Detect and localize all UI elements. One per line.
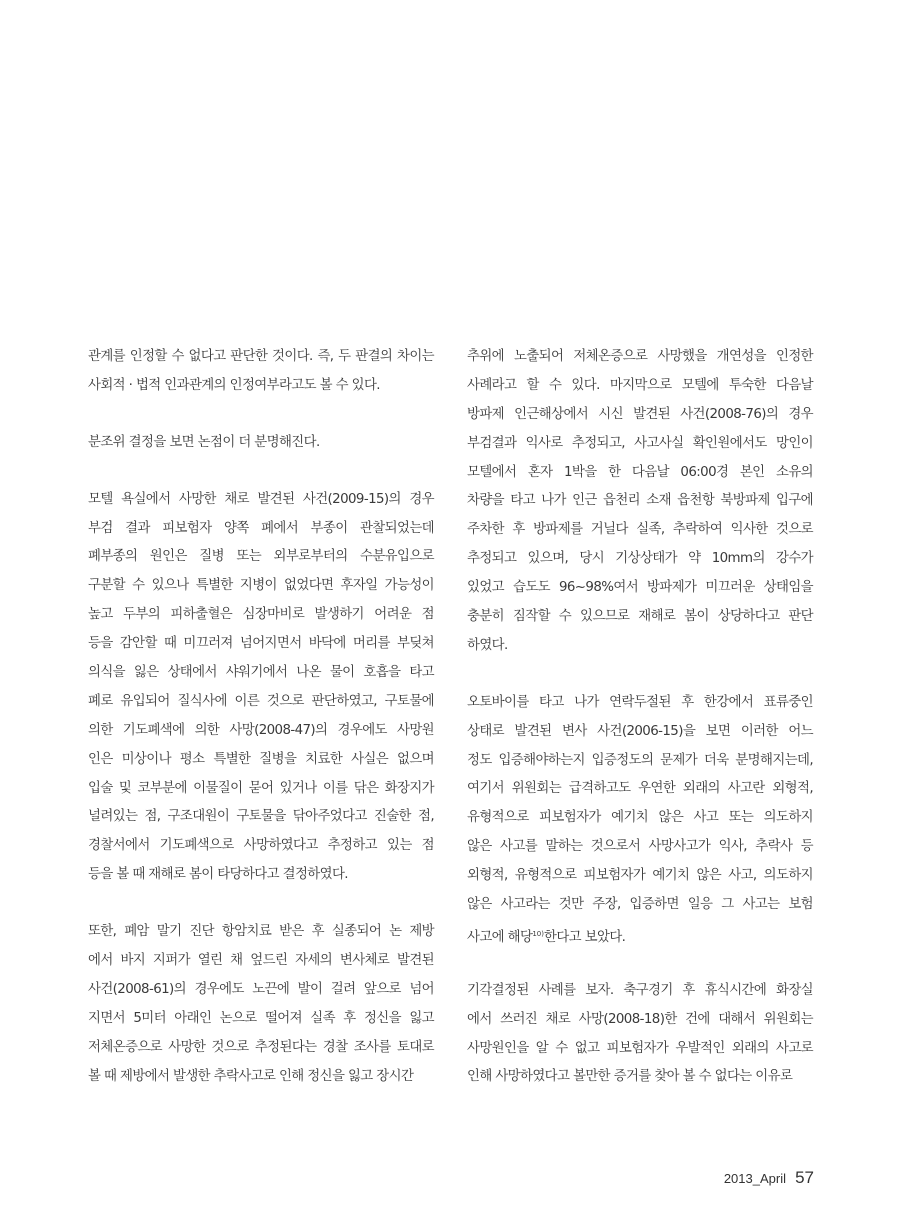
text-line: 추정되고 있으며, 당시 기상상태가 약 10mm의 강수가	[467, 551, 813, 567]
text-line: 사건(2008-61)의 경우에도 노끈에 발이 걸려 앞으로 넘어	[88, 981, 434, 997]
text-line: 지면서 5미터 아래인 논으로 떨어져 실족 후 정신을 잃고	[88, 1010, 434, 1026]
text-line: 여기서 위원회는 급격하고도 우연한 외래의 사고란 외형적,	[467, 781, 813, 797]
issue-label: 2013_April	[723, 1171, 786, 1186]
text-line: 기각결정된 사례를 보자. 축구경기 후 휴식시간에 화장실	[467, 982, 813, 998]
text-line: 모텔 욕실에서 사망한 채로 발견된 사건(2009-15)의 경우	[88, 491, 434, 507]
text-line: 부검결과 익사로 추정되고, 사고사실 확인원에서도 망인이	[467, 435, 813, 451]
text-line: 사망원인을 알 수 없고 피보험자가 우발적인 외래의 사고로	[467, 1040, 813, 1056]
text-line: 않은 사고라는 것만 주장, 입증하면 일응 그 사고는 보험	[467, 897, 813, 913]
text-line: 오토바이를 타고 나가 연락두절된 후 한강에서 표류중인	[467, 694, 813, 710]
text-line: 볼 때 제방에서 발생한 추락사고로 인해 정신을 잃고 장시간	[88, 1068, 414, 1084]
text-line: 주차한 후 방파제를 거닐다 실족, 추락하여 익사한 것으로	[467, 522, 813, 538]
text-line: 의식을 잃은 상태에서 샤워기에서 나온 물이 호흡을 타고	[88, 665, 434, 681]
paragraph	[467, 977, 813, 1093]
text-line: 구분할 수 있으나 특별한 지병이 없었다면 후자일 가능성이	[88, 578, 434, 594]
text-line: 에서 쓰러진 채로 사망(2008-18)한 건에 대해서 위원회는	[467, 1011, 813, 1027]
paragraph	[467, 689, 813, 949]
page-footer	[724, 1166, 814, 1190]
paragraph	[88, 343, 434, 401]
text-line: 또한, 폐암 말기 진단 항암치료 받은 후 실종되어 논 제방	[88, 924, 434, 940]
text-line: 사례라고 할 수 있다. 마지막으로 모텔에 투숙한 다음날	[467, 377, 813, 393]
text-line: 등을 감안할 때 미끄러져 넘어지면서 바닥에 머리를 부딪쳐	[88, 636, 434, 652]
text-line: 추위에 노출되어 저체온증으로 사망했을 개연성을 인정한	[467, 349, 813, 364]
text-line: 유형적으로 피보험자가 예기치 않은 사고 또는 의도하지	[467, 810, 813, 826]
text-line: 하였다.	[467, 637, 508, 653]
footnote-marker: 10)	[532, 929, 544, 938]
text-line: 에서 바지 지퍼가 열린 채 엎드린 자세의 변사체로 발견된	[88, 953, 434, 969]
text-line: 관계를 인정할 수 없다고 판단한 것이다. 즉, 두 판결의 차이는	[88, 349, 434, 364]
text-line: 않은 사고를 말하는 것으로서 사망사고가 익사, 추락사 등	[467, 839, 813, 855]
text-line: 입술 및 코부분에 이물질이 묻어 있거나 이를 닦은 화장지가	[88, 780, 434, 796]
text-line: 의한 기도폐색에 의한 사망(2008-47)의 경우에도 사망원	[88, 722, 434, 738]
text-line: 모텔에서 혼자 1박을 한 다음날 06:00경 본인 소유의	[467, 464, 813, 480]
text-line: 사회적 · 법적 인과관계의 인정여부라고도 볼 수 있다.	[88, 377, 380, 393]
paragraph	[88, 918, 434, 1091]
text-line: 인해 사망하였다고 볼만한 증거를 찾아 볼 수 없다는 이유로	[467, 1069, 793, 1085]
text-line: 높고 두부의 피하출혈은 심장마비로 발생하기 어려운 점	[88, 607, 434, 623]
text-line: 차량을 타고 나가 인근 읍천리 소재 읍천항 북방파제 입구에	[467, 493, 813, 509]
text-line: 있었고 습도도 96~98%여서 방파제가 미끄러운 상태임을	[467, 580, 813, 596]
text-line: 폐부종의 원인은 질병 또는 외부로부터의 수분유입으로	[88, 549, 434, 565]
text-line: 부검 결과 피보험자 양쪽 폐에서 부종이 관찰되었는데	[88, 520, 434, 536]
text-line: 사고에 해당$^{10)}$한다고 보았다.	[467, 929, 626, 945]
paragraph	[88, 429, 434, 458]
text-line: 방파제 인근해상에서 시신 발견된 사건(2008-76)의 경우	[467, 406, 813, 422]
text-line: 분조위 결정을 보면 논점이 더 분명해진다.	[88, 434, 320, 450]
text-line: 충분히 짐작할 수 있으므로 재해로 봄이 상당하다고 판단	[467, 609, 813, 625]
text-line: 상태로 발견된 변사 사건(2006-15)을 보면 이러한 어느	[467, 723, 813, 739]
paragraph	[467, 343, 813, 661]
page-number: 57	[795, 1168, 814, 1187]
text-line: 저체온증으로 사망한 것으로 추정된다는 경찰 조사를 토대로	[88, 1039, 434, 1055]
right-column	[467, 343, 813, 1120]
text-line: 외형적, 유형적으로 피보험자가 예기치 않은 사고, 의도하지	[467, 868, 813, 884]
left-column	[88, 343, 434, 1119]
text-line: 경찰서에서 기도폐색으로 사망하였다고 추정하고 있는 점	[88, 838, 434, 854]
text-line: 인은 미상이나 평소 특별한 질병을 치료한 사실은 없으며	[88, 751, 434, 767]
text-line: 널려있는 점, 구조대원이 구토물을 닦아주었다고 진술한 점,	[88, 809, 434, 825]
paragraph	[88, 486, 434, 890]
text-line: 등을 볼 때 재해로 봄이 타당하다고 결정하였다.	[88, 867, 348, 883]
text-line: 폐로 유입되어 질식사에 이른 것으로 판단하였고, 구토물에	[88, 693, 434, 709]
text-line: 정도 입증해야하는지 입증정도의 문제가 더욱 분명해지는데,	[467, 752, 813, 768]
